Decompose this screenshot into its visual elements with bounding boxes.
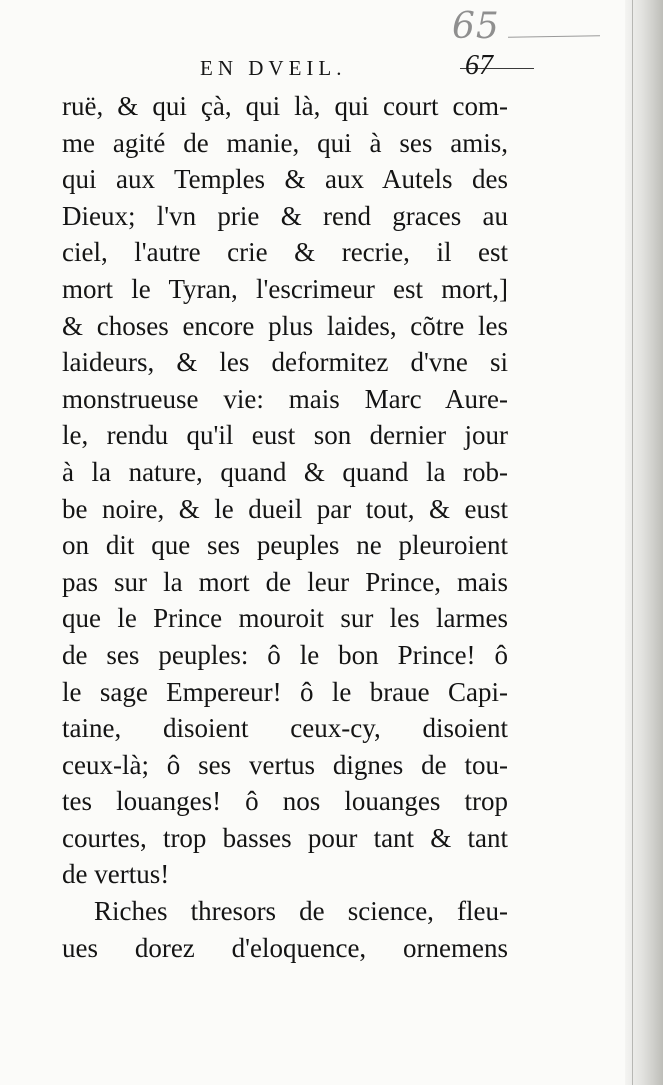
page-edge-shadow bbox=[625, 0, 663, 1085]
page-edge-line bbox=[632, 0, 633, 1085]
body-text bbox=[62, 88, 508, 966]
text-line: tes louanges! ô nos louanges trop bbox=[62, 786, 508, 817]
text-line: ciel, l'autre crie & recrie, il est bbox=[62, 237, 508, 268]
text-line: pas sur la mort de leur Prince, mais bbox=[62, 566, 508, 597]
text-line: ues dorez d'eloquence, ornemens bbox=[62, 932, 508, 963]
text-line: taine, disoient ceux-cy, disoient bbox=[62, 713, 508, 744]
text-line: le sage Empereur! ô le braue Capi- bbox=[62, 676, 508, 707]
text-line: qui aux Temples & aux Autels des bbox=[62, 164, 508, 195]
text-line: de ses peuples: ô le bon Prince! ô bbox=[62, 639, 508, 670]
text-line: monstrueuse vie: mais Marc Aure- bbox=[62, 383, 508, 414]
running-title: EN DVEIL. bbox=[200, 56, 347, 80]
text-line: ceux-là; ô ses vertus dignes de tou- bbox=[62, 749, 508, 780]
page-number: 67 bbox=[465, 50, 493, 81]
text-line: que le Prince mouroit sur les larmes bbox=[62, 603, 508, 634]
text-line-paragraph-start: Riches thresors de science, fleu- bbox=[94, 896, 508, 927]
text-line: & choses encore plus laides, cõtre les bbox=[62, 310, 508, 341]
text-line: laideurs, & les deformitez d'vne si bbox=[62, 347, 508, 378]
pencil-annotation-stroke bbox=[508, 35, 600, 38]
text-line: mort le Tyran, l'escrimeur est mort,] bbox=[62, 273, 508, 304]
text-line: Dieux; l'vn prie & rend graces au bbox=[62, 200, 508, 231]
text-line: ruë, & qui çà, qui là, qui court com- bbox=[62, 91, 508, 121]
text-line: courtes, trop basses pour tant & tant bbox=[62, 822, 508, 853]
pencil-folio-annotation: 65 bbox=[452, 6, 500, 47]
text-line: à la nature, quand & quand la rob- bbox=[62, 456, 508, 487]
text-line: on dit que ses peuples ne pleuroient bbox=[62, 530, 508, 561]
text-line-paragraph-end: de vertus! bbox=[62, 859, 170, 890]
running-head bbox=[0, 50, 663, 90]
text-line: me agité de manie, qui à ses amis, bbox=[62, 127, 508, 158]
text-line: le, rendu qu'il eust son dernier jour bbox=[62, 420, 508, 451]
text-line: be noire, & le dueil par tout, & eust bbox=[62, 493, 508, 524]
